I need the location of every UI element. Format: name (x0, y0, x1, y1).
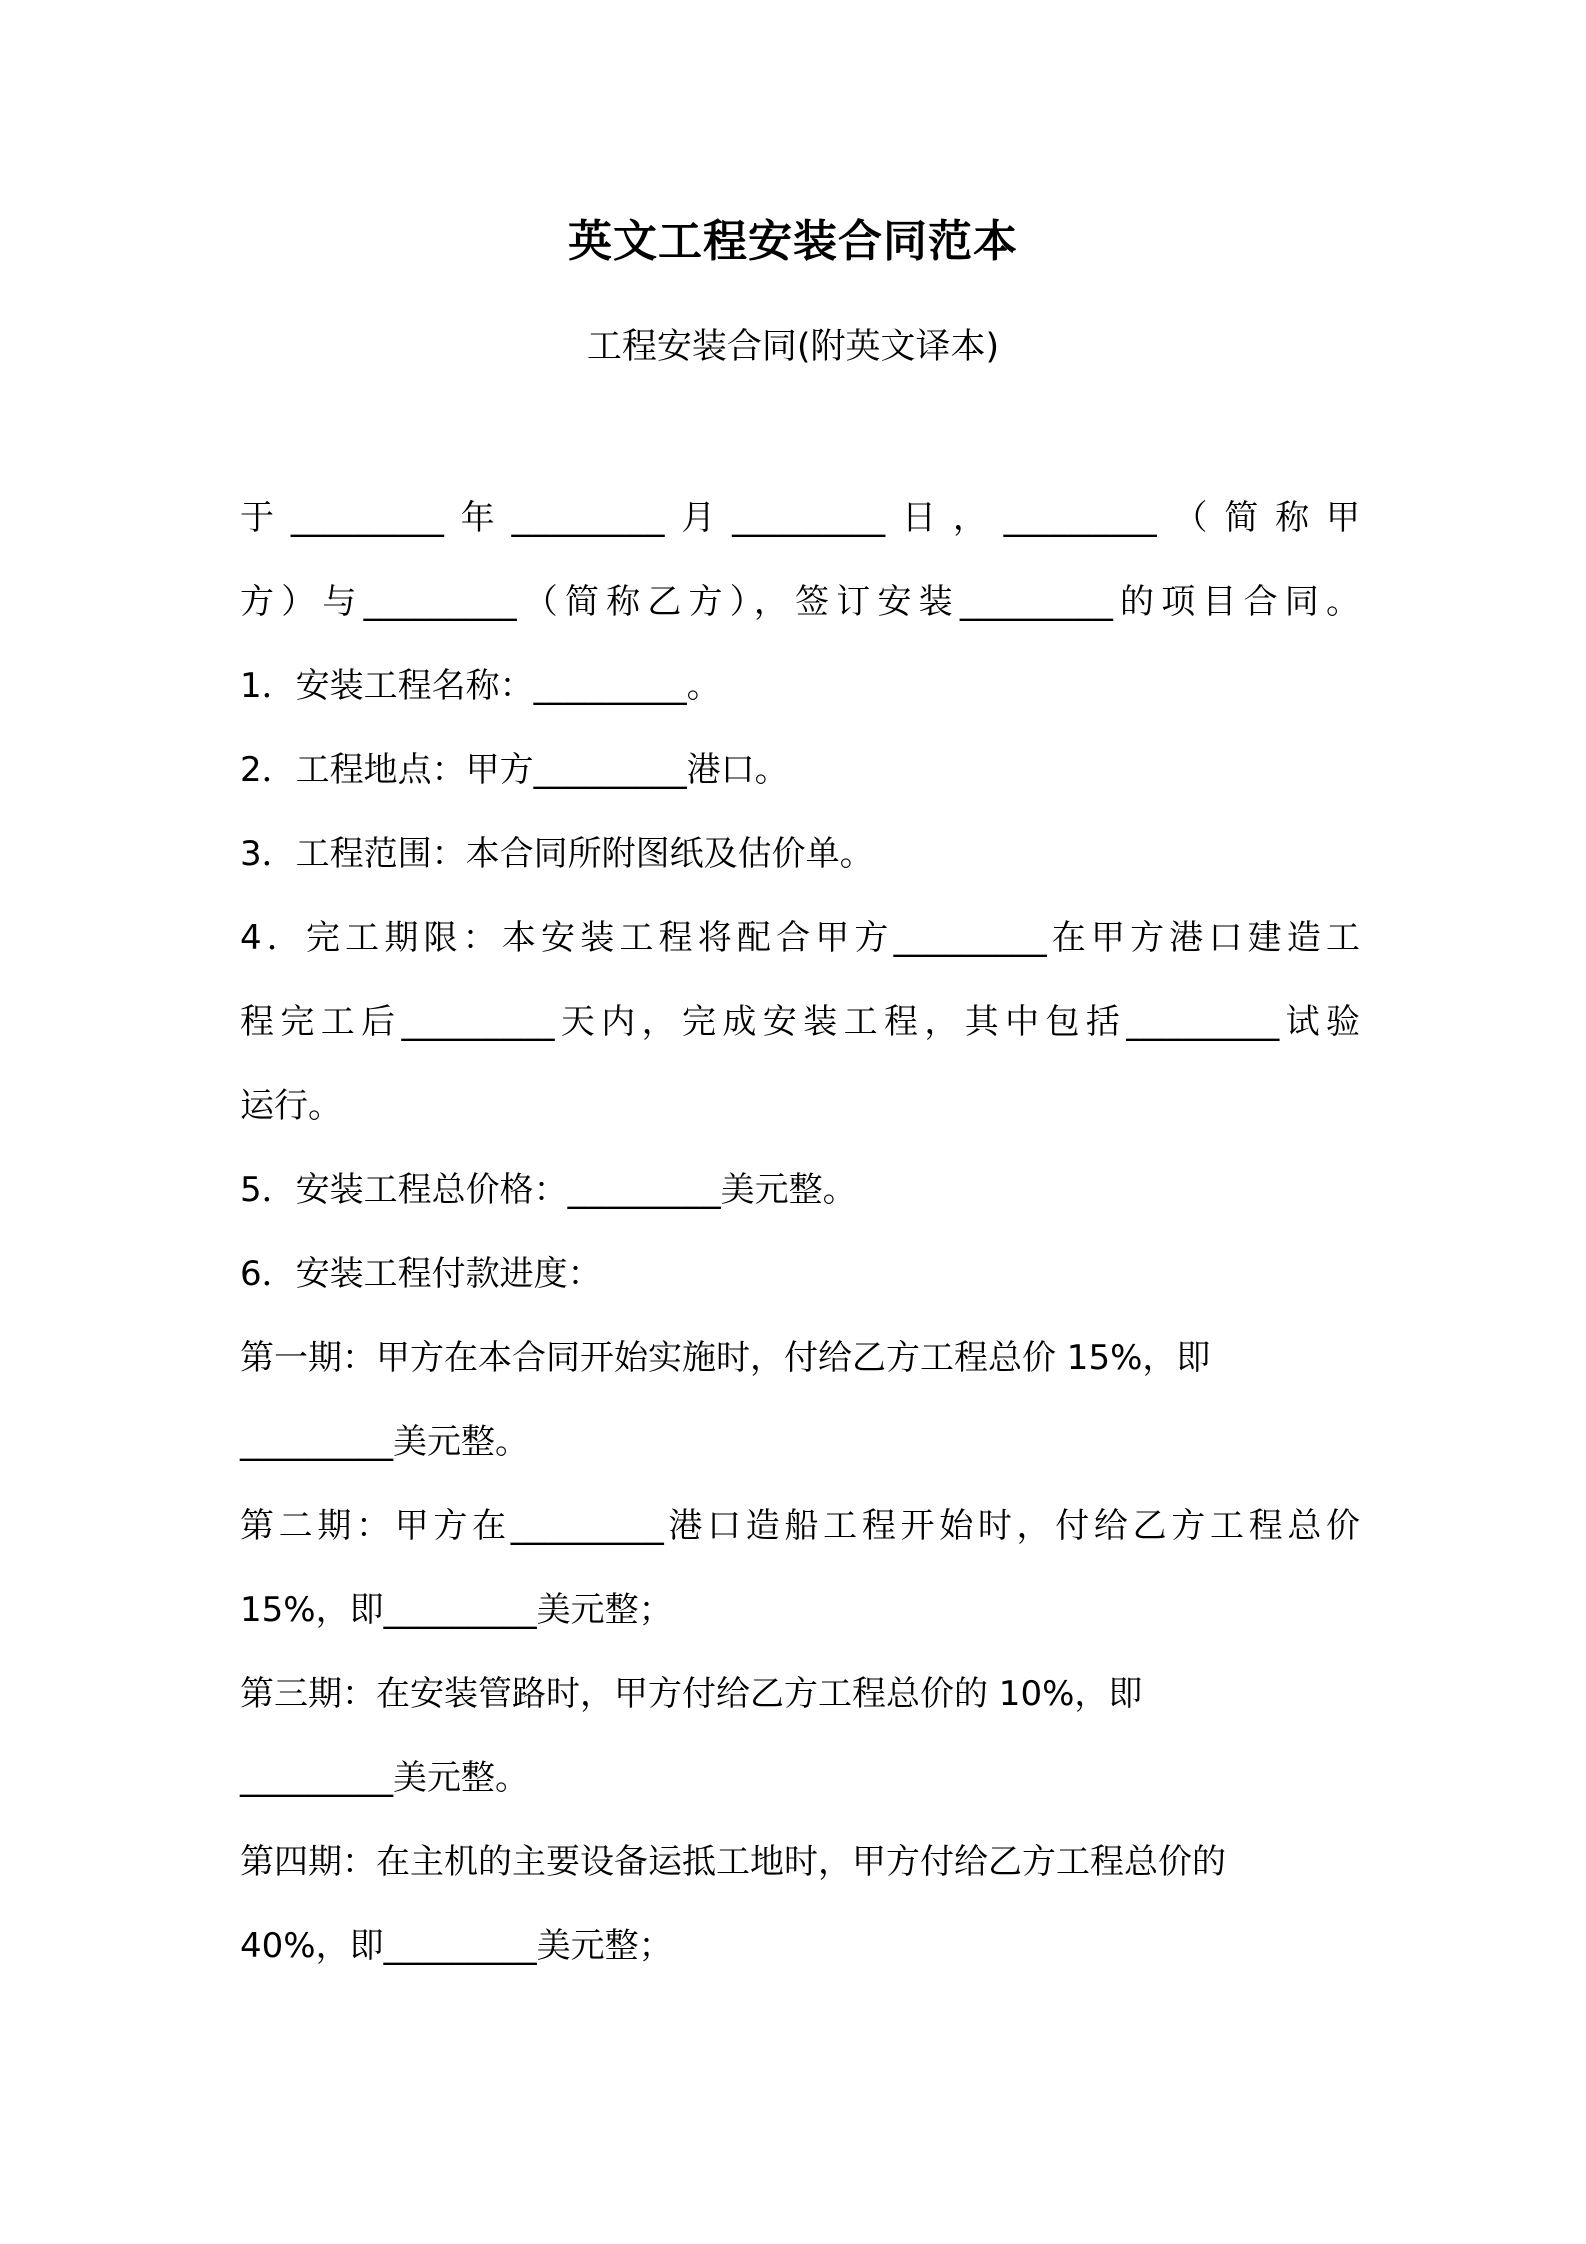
clause-4-line-1: 4．完工期限：本安装工程将配合甲方_________在甲方港口建造工 (240, 918, 1360, 958)
body-line-1: 于_________年_________月_________日，_________（简称甲 (240, 498, 1360, 538)
installment-3-line-2: _________美元整。 (240, 1758, 529, 1798)
document-title: 英文工程安装合同范本 (568, 216, 1018, 267)
document-subtitle: 工程安装合同(附英文译本) (586, 327, 1000, 367)
clause-2-project-site: 2．工程地点：甲方_________港口。 (240, 750, 789, 790)
installment-1-line-1: 第一期：甲方在本合同开始实施时，付给乙方工程总价 15%，即 (240, 1338, 1211, 1378)
clause-1-project-name: 1．安装工程名称：_________。 (240, 666, 721, 706)
body-line-2: 方）与_________（简称乙方），签订安装_________的项目合同。 (240, 582, 1360, 622)
clause-3-project-scope: 3．工程范围：本合同所附图纸及估价单。 (240, 834, 874, 874)
installment-3-line-1: 第三期：在安装管路时，甲方付给乙方工程总价的 10%，即 (240, 1674, 1143, 1714)
contract-body (240, 488, 1360, 2000)
clause-4-line-2: 程完工后_________天内，完成安装工程，其中包括_________试验 (240, 1002, 1360, 1042)
clause-4-line-3: 运行。 (240, 1086, 342, 1126)
clause-5-total-price: 5．安装工程总价格：_________美元整。 (240, 1170, 857, 1210)
installment-4-line-2: 40%，即_________美元整； (240, 1926, 673, 1966)
installment-1-line-2: _________美元整。 (240, 1422, 529, 1462)
clause-6-payment-schedule: 6．安装工程付款进度： (240, 1254, 602, 1294)
installment-2-line-1: 第二期：甲方在_________港口造船工程开始时，付给乙方工程总价 (240, 1506, 1360, 1546)
installment-4-line-1: 第四期：在主机的主要设备运抵工地时，甲方付给乙方工程总价的 (240, 1842, 1226, 1882)
installment-2-line-2: 15%，即_________美元整； (240, 1590, 673, 1630)
